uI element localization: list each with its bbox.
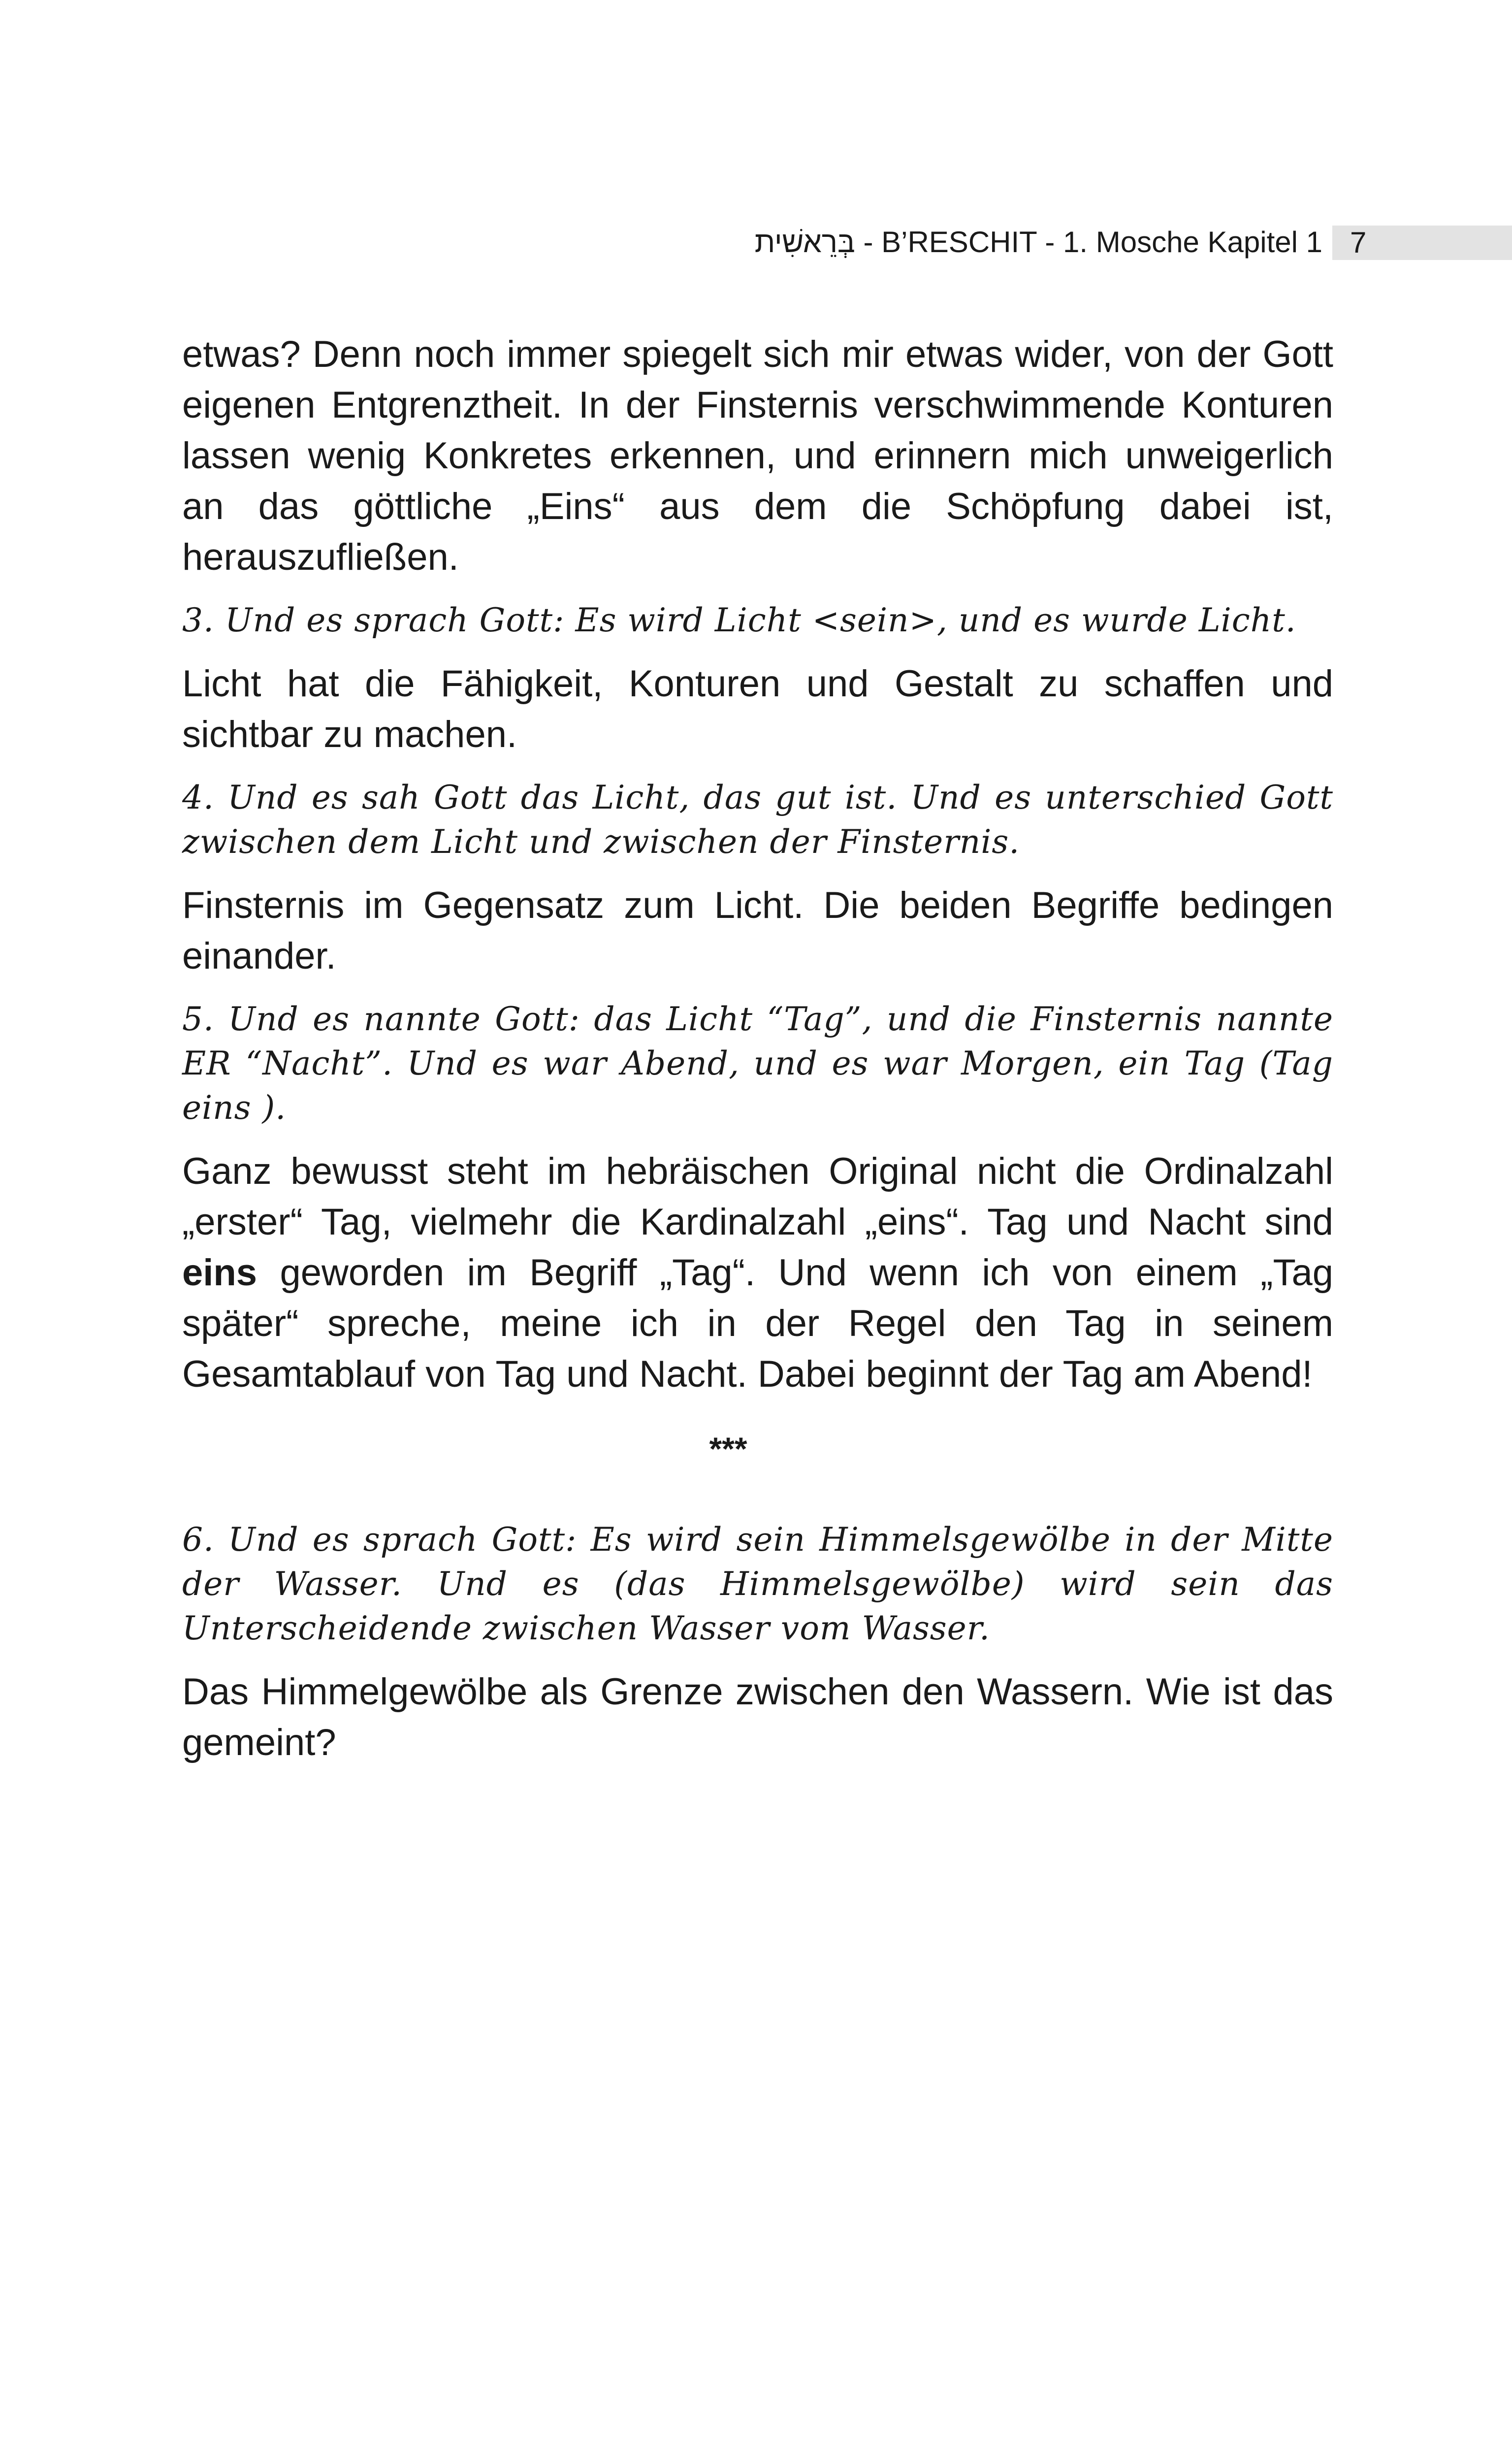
running-header — [0, 223, 1512, 262]
section-separator: *** — [709, 1431, 747, 1467]
verse-5-text-a: 5. Und es nannte Gott: das Licht “Tag”, und die Finsternis nannte ER “Nacht”. Und es war Abend, und es war Morgen, — [182, 1000, 1333, 1082]
verse-6: 6. Und es sprach Gott: Es wird sein Himmelsgewölbe in der Mitte der Wasser. Und es (das Himmelsgewölbe) wird sein das Unterscheidende zwischen Wasser vom Wasser. — [182, 1521, 1333, 1647]
commentary-paragraph-1: etwas? Denn noch immer spiegelt sich mir etwas wider, von der Gott eigenen Entgrenztheit. In der Finsternis verschwimmende Konturen lassen wenig Konkretes erkennen, und erinnern mich unweigerlich an das göttliche „Eins“ aus dem die Schöpfung dabei ist, herauszufließen. — [182, 333, 1333, 578]
commentary-paragraph-4 — [182, 1146, 1333, 1400]
verse-3: 3. Und es sprach Gott: Es wird Licht <sein>, und es wurde Licht. — [182, 601, 1296, 639]
verse-5-emphasis-eins: eins — [182, 1089, 252, 1127]
verse-5-text-c: ). — [251, 1089, 287, 1127]
commentary-paragraph-5: Das Himmelgewölbe als Grenze zwischen den Wassern. Wie ist das gemeint? — [182, 1671, 1333, 1763]
commentary-paragraph-3: Finsternis im Gegensatz zum Licht. Die beiden Begriffe bedingen einander. — [182, 884, 1333, 977]
paragraph-4-bold-eins: eins — [182, 1252, 257, 1294]
verse-5-text-b: Tag (Tag — [1170, 1044, 1333, 1082]
page-body — [182, 329, 1333, 1768]
paragraph-4-text-a: Ganz bewusst steht im hebräischen Original nicht die Ordinalzahl „erster“ Tag, vielmehr die Kardinalzahl „eins“. Tag und Nacht sind — [182, 1150, 1333, 1243]
verse-5-emphasis-ein: ein — [1118, 1044, 1170, 1082]
verse-4: 4. Und es sah Gott das Licht, das gut ist. Und es unterschied Gott zwischen dem Licht und zwischen der Finsternis. — [182, 779, 1333, 861]
header-title: בְּרֵאשִׁית - B’RESCHIT - 1. Mosche Kapitel 1 — [754, 226, 1322, 259]
verse-5 — [182, 997, 1333, 1130]
commentary-paragraph-2: Licht hat die Fähigkeit, Konturen und Gestalt zu schaffen und sichtbar zu machen. — [182, 663, 1333, 755]
page-number: 7 — [1350, 226, 1367, 259]
page-number-tab — [1332, 226, 1512, 260]
paragraph-4-text-b: geworden im Begriff „Tag“. Und wenn ich von einem „Tag später“ spreche, meine ich in der Regel den Tag in seinem Gesamtablauf von Tag und Nacht. Dabei beginnt der Tag am Abend! — [182, 1252, 1333, 1395]
